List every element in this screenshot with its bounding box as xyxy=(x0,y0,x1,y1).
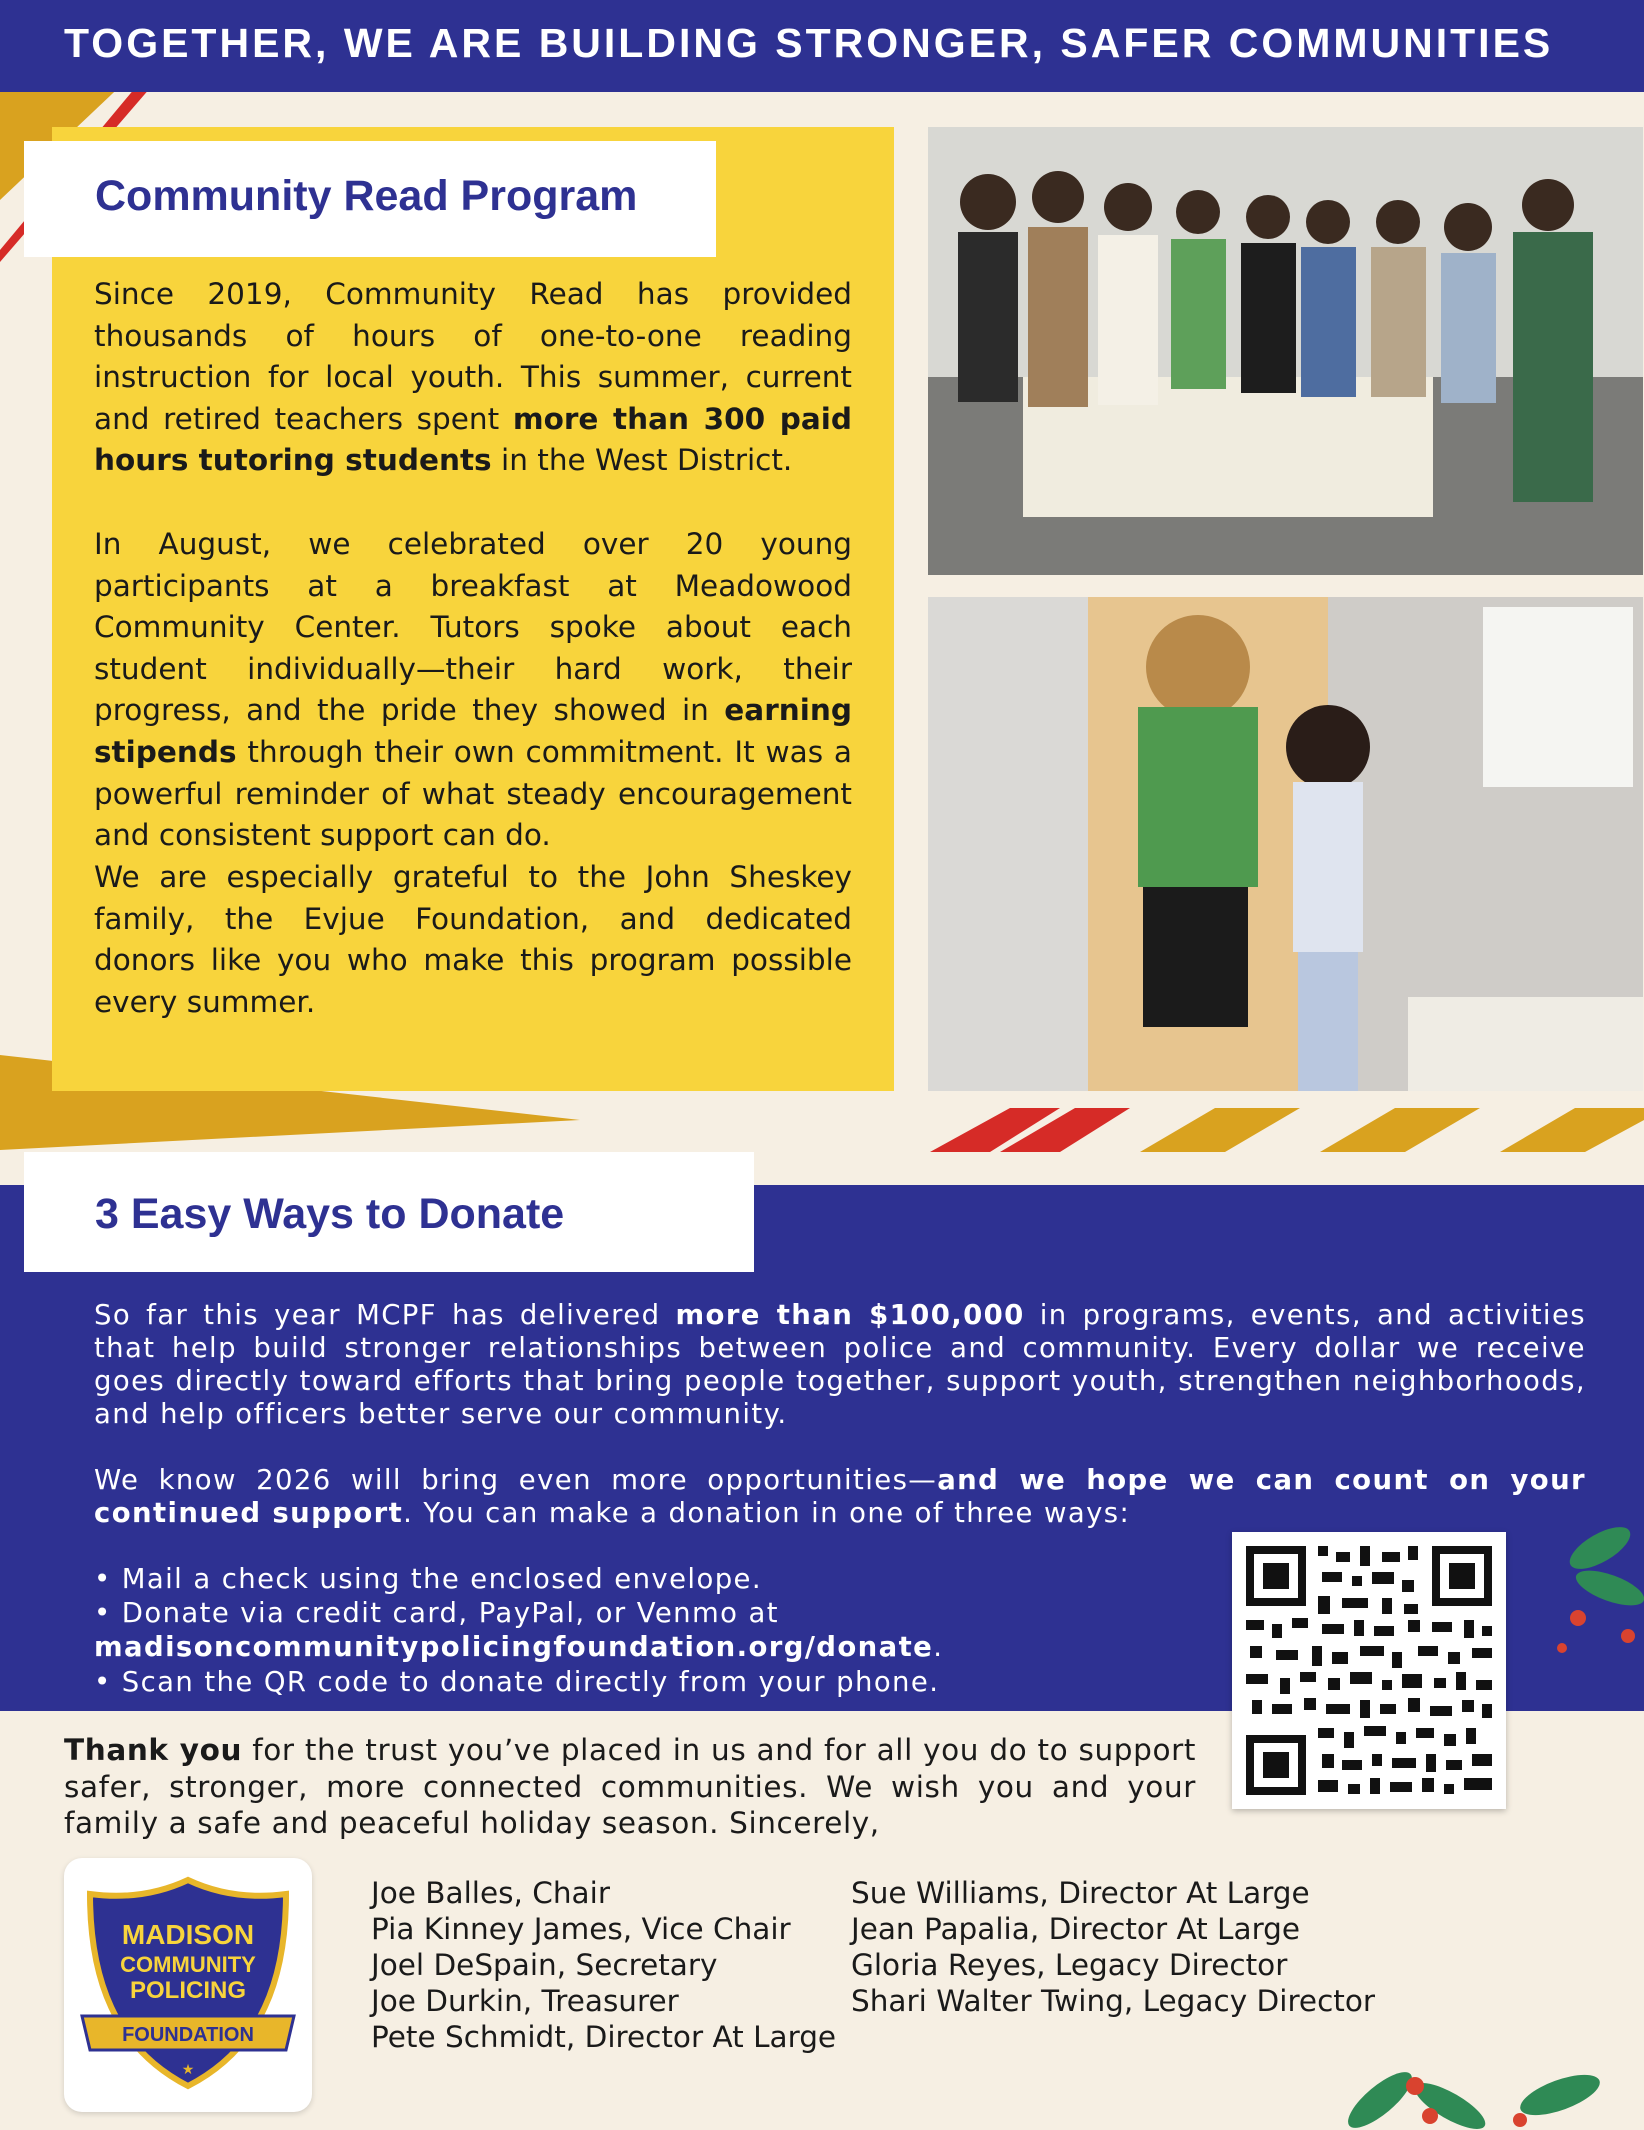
signatures-column-1 xyxy=(371,1875,836,2055)
community-read-paragraph-3: We are especially grateful to the John Sheskey family, the Evjue Foundation, and dedicated donors like you who make this program possible every summer. xyxy=(94,860,852,1019)
logo-ribbon: FOUNDATION xyxy=(122,2024,254,2046)
paragraph-highlight: more than 300 paid hours tutoring students xyxy=(94,401,852,478)
signature-line: Joe Durkin, Treasurer xyxy=(371,1984,679,2018)
paragraph-text: Since 2019, Community Read has provided thousands of hours of one-to-one reading instruction for local youth. This summer, current and retired teachers spent xyxy=(94,277,852,436)
signature-line: Joe Balles, Chair xyxy=(371,1876,610,1910)
community-read-paragraph-2 xyxy=(94,524,852,857)
thank-you-lead: Thank you xyxy=(64,1733,243,1767)
url-tail: . xyxy=(933,1631,944,1663)
community-read-paragraph-1 xyxy=(94,274,852,482)
signature-line: Jean Papalia, Director At Large xyxy=(851,1912,1301,1946)
signature-line: Pete Schmidt, Director At Large xyxy=(371,2020,837,2054)
tutor-student-photo xyxy=(928,597,1643,1091)
tutors-group-photo xyxy=(928,127,1643,575)
signature-line: Sue Williams, Director At Large xyxy=(851,1876,1310,1910)
tutor-student-illustration xyxy=(928,597,1643,1091)
holly-decoration-bottom xyxy=(1320,2040,1644,2130)
paragraph-text: In August, we celebrated over 20 young participants at a breakfast at Meadowood Community Center. Tutors spoke about each student individually—their hard work, their progress, and the pride they showed in xyxy=(94,527,852,728)
logo-line-2: COMMUNITY xyxy=(120,1952,256,1977)
signature-line: Gloria Reyes, Legacy Director xyxy=(851,1948,1288,1982)
paragraph-text: We know 2026 will bring even more opportunities— xyxy=(94,1464,938,1496)
gold-stripe-mid-3 xyxy=(1500,1108,1644,1152)
donate-paragraph-1 xyxy=(94,1299,1586,1431)
logo-line-1: MADISON xyxy=(121,1919,255,1950)
star-icon: ★ xyxy=(181,2062,195,2078)
group-photo-illustration xyxy=(928,127,1643,575)
qr-code-graphic xyxy=(1232,1532,1506,1809)
signature-line: Shari Walter Twing, Legacy Director xyxy=(851,1984,1376,2018)
header-title: TOGETHER, WE ARE BUILDING STRONGER, SAFER COMMUNITIES xyxy=(64,20,1554,66)
signature-line: Pia Kinney James, Vice Chair xyxy=(371,1912,791,1946)
mcpf-logo-card xyxy=(64,1858,312,2112)
mcpf-shield-logo xyxy=(64,1858,312,2112)
paragraph-text: in the West District. xyxy=(491,443,793,478)
donate-url-line xyxy=(94,1630,943,1665)
signatures-column-2 xyxy=(851,1875,1375,2019)
holly-decoration-top xyxy=(1540,1508,1644,1658)
paragraph-highlight: and we hope we can count on your continued support xyxy=(94,1464,1587,1529)
thank-you-message xyxy=(64,1732,1196,1842)
donate-url-link[interactable]: madisoncommunitypolicingfoundation.org/donate xyxy=(94,1631,934,1663)
paragraph-text: . You can make a donation in one of three ways: xyxy=(403,1497,1131,1529)
logo-line-3: POLICING xyxy=(129,1977,247,2004)
paragraph-highlight: more than $100,000 xyxy=(675,1299,1025,1331)
paragraph-text: in programs, events, and activities that help build stronger relationships between police and community. Every dollar we receive goes directly toward efforts that bring people together, support youth, strengthen neighborhoods, and help officers better serve our community. xyxy=(94,1299,1586,1430)
donate-title: 3 Easy Ways to Donate xyxy=(95,1190,565,1238)
signature-line: Joel DeSpain, Secretary xyxy=(371,1948,718,1982)
donate-option-online: • Donate via credit card, PayPal, or Venmo at xyxy=(94,1597,779,1629)
donate-paragraph-2 xyxy=(94,1464,1586,1530)
donate-qr-code[interactable] xyxy=(1232,1532,1506,1809)
thank-you-text: for the trust you’ve placed in us and for all you do to support safer, stronger, more connected communities. We wish you and your family a safe and peaceful holiday season. Sincerely, xyxy=(64,1733,1196,1840)
paragraph-text: So far this year MCPF has delivered xyxy=(94,1299,676,1331)
paragraph-highlight: earning stipends xyxy=(94,693,852,769)
gold-stripe-mid-2 xyxy=(1320,1108,1480,1152)
community-read-title: Community Read Program xyxy=(95,172,638,220)
gold-stripe-mid xyxy=(1140,1108,1300,1152)
paragraph-text: through their own commitment. It was a powerful reminder of what steady encouragement and consistent support can do. xyxy=(94,734,852,853)
donate-option-qr: • Scan the QR code to donate directly from your phone. xyxy=(94,1666,940,1698)
donate-option-mail: • Mail a check using the enclosed envelope. xyxy=(94,1563,763,1595)
